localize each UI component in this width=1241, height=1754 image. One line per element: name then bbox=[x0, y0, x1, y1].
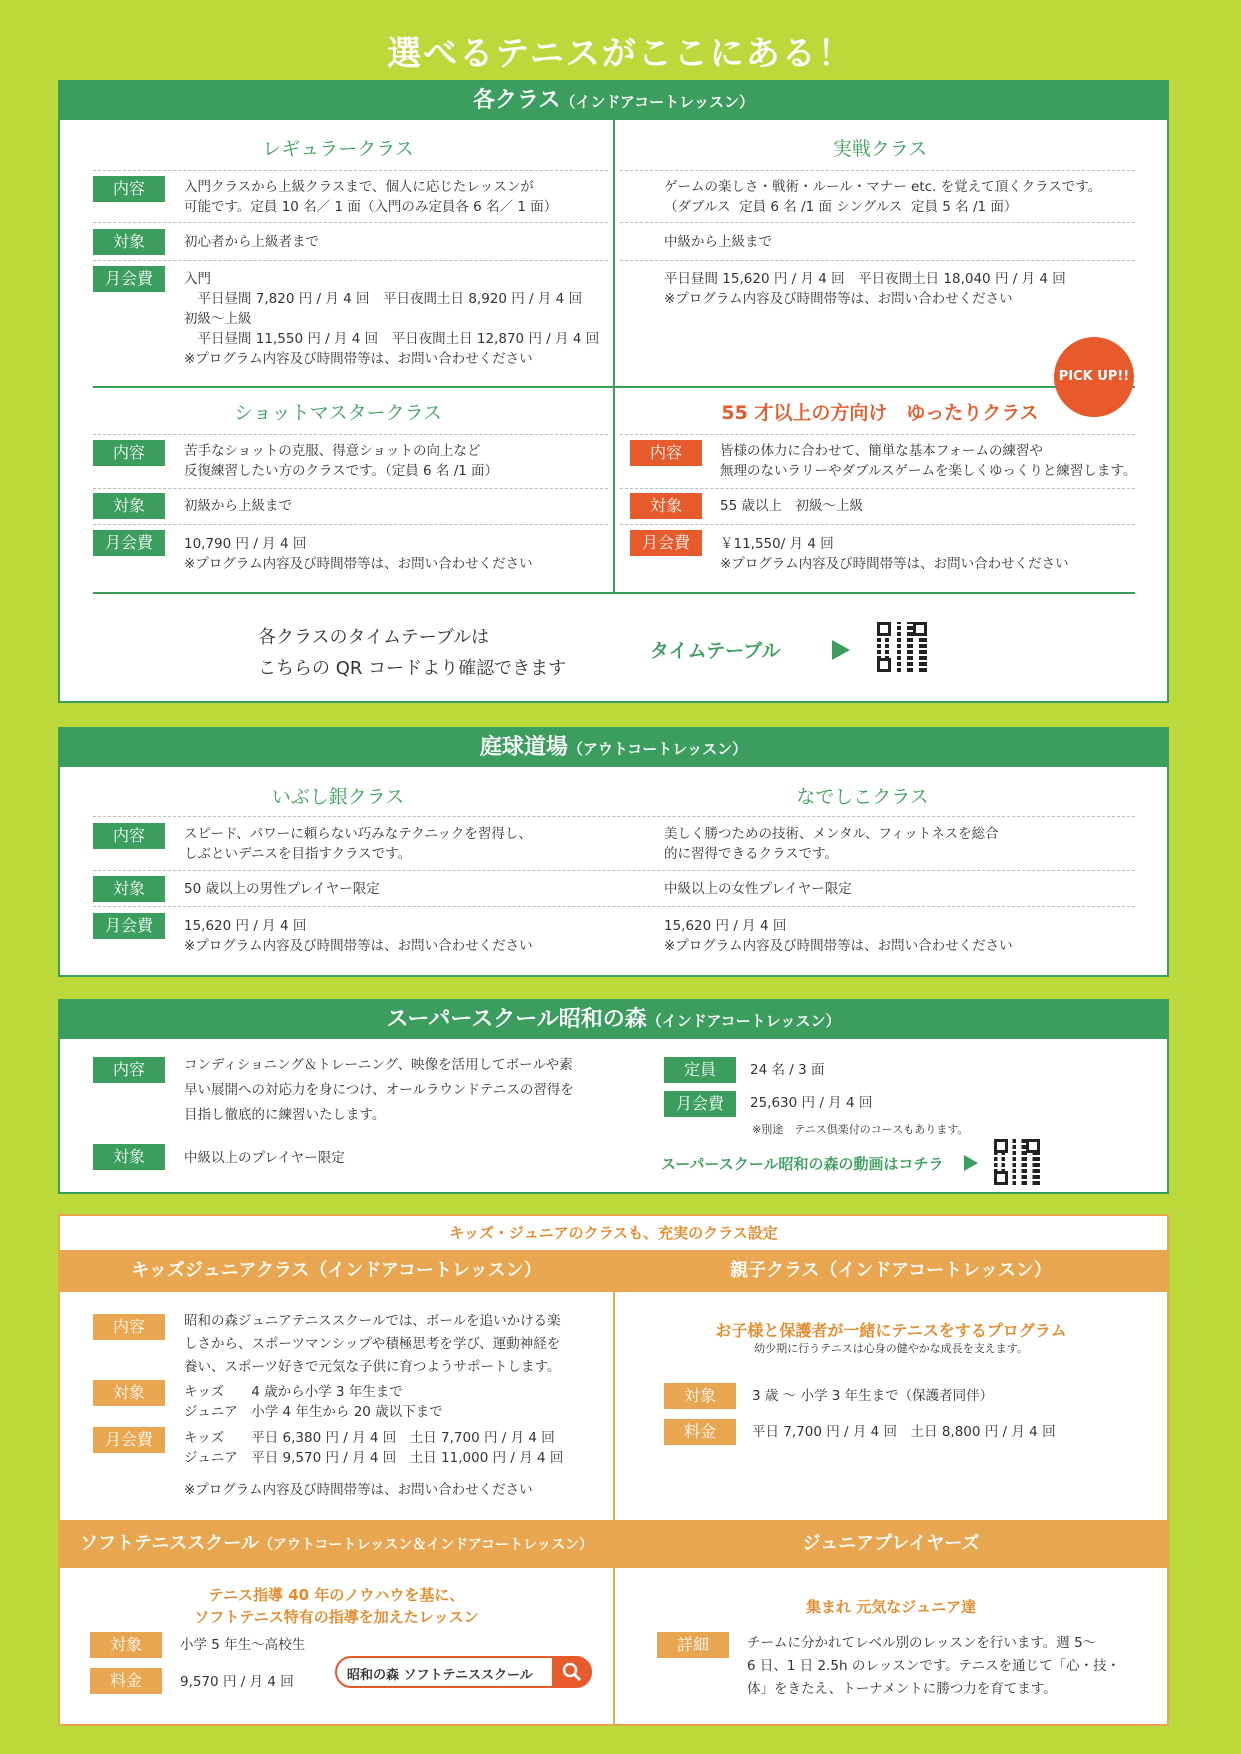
search-button[interactable] bbox=[552, 1656, 592, 1688]
target-tag: 対象 bbox=[93, 876, 165, 902]
regular-fee: 入門 平日昼間 7,820 円 / 月 4 回 平日夜間土日 8,920 円 / 月 4 回 初級～上級 平日昼間 11,550 円 / 月 4 回 平日夜間土日 12,870 円 / 月 4 回 ※プログラム内容及び時間帯等は、お問い合わせください bbox=[184, 271, 600, 367]
content-tag: 内容 bbox=[93, 823, 165, 849]
content-tag: 内容 bbox=[93, 1314, 165, 1340]
jissen-class-title: 実戦クラス bbox=[832, 138, 928, 160]
dash-line bbox=[620, 434, 1135, 435]
oyako-fee: 平日 7,700 円 / 月 4 回 土日 8,800 円 / 月 4 回 bbox=[752, 1424, 1056, 1440]
dash-line bbox=[93, 488, 608, 489]
super-video-link[interactable]: スーパースクール昭和の森の動画はコチラ bbox=[661, 1155, 944, 1173]
jissen-content: ゲームの楽しさ・戦術・ルール・マナー etc. を覚えて頂くクラスです。 （ダブルス 定員 6 名 /1 面 シングルス 定員 5 名 /1 面） bbox=[664, 179, 1102, 215]
junior-players-detail: チームに分かれてレベル別のレッスンを行います。週 5～ 6 日、1 日 2.5h のレッスンです。テニスを通じて「心・技・ 体」をきたえ、トーナメントに勝つ力を育てます。 bbox=[747, 1635, 1121, 1697]
search-text: 昭和の森 ソフトテニススクール bbox=[347, 1668, 533, 1683]
timetable-link[interactable]: タイムテーブル bbox=[650, 640, 781, 662]
shot-class-title: ショットマスタークラス bbox=[233, 402, 443, 424]
ibushi-target: 50 歳以上の男性プレイヤー限定 bbox=[184, 881, 380, 897]
soft-tennis-header: ソフトテニススクール（アウトコートレッスン＆インドアコートレッスン） bbox=[60, 1520, 613, 1568]
play-arrow-icon[interactable] bbox=[962, 1153, 980, 1173]
kids-class-header: キッズジュニアクラス（インドアコートレッスン） bbox=[60, 1250, 613, 1292]
ibushi-fee: 15,620 円 / 月 4 回 ※プログラム内容及び時間帯等は、お問い合わせください bbox=[184, 918, 533, 954]
capacity-tag: 定員 bbox=[664, 1057, 736, 1083]
target-tag: 対象 bbox=[93, 229, 165, 255]
super-note: ※別途 テニス倶楽付のコースもあります。 bbox=[752, 1123, 969, 1136]
nadeshiko-content: 美しく勝つための技術、メンタル、フィットネスを総合 的に習得できるクラスです。 bbox=[664, 826, 999, 862]
oyako-class-header: 親子クラス（インドアコートレッスン） bbox=[615, 1250, 1167, 1292]
dash-line bbox=[93, 524, 608, 525]
target-tag: 対象 bbox=[93, 1144, 165, 1170]
oyako-subtitle2: 幼少期に行うテニスは心身の健やかな成長を支えます。 bbox=[754, 1342, 1028, 1355]
regular-target: 初心者から上級者まで bbox=[184, 234, 319, 250]
content-tag: 内容 bbox=[93, 176, 165, 202]
senior-target: 55 歳以上 初級～上級 bbox=[720, 498, 863, 514]
dash-line bbox=[620, 524, 1135, 525]
kids-target: キッズ 4 歳から小学 3 年生まで ジュニア 小学 4 年生から 20 歳以下まで bbox=[184, 1384, 443, 1420]
senior-fee: ￥11,550/ 月 4 回 ※プログラム内容及び時間帯等は、お問い合わせください bbox=[720, 536, 1069, 572]
regular-content: 入門クラスから上級クラスまで、個人に応じたレッスンが 可能です。定員 10 名／ 1 面（入門のみ定員各 6 名／ 1 面） bbox=[184, 179, 558, 215]
dash-line bbox=[93, 434, 608, 435]
soft-fee: 9,570 円 / 月 4 回 bbox=[180, 1674, 294, 1690]
divider bbox=[613, 120, 615, 592]
super-fee: 25,630 円 / 月 4 回 bbox=[750, 1095, 873, 1111]
regular-class-title: レギュラークラス bbox=[262, 138, 414, 160]
divider bbox=[93, 386, 1135, 388]
jissen-fee: 平日昼間 15,620 円 / 月 4 回 平日夜間土日 18,040 円 / 月 4 回 ※プログラム内容及び時間帯等は、お問い合わせください bbox=[664, 271, 1066, 307]
oyako-subtitle: お子様と保護者が一緒にテニスをするプログラム bbox=[715, 1321, 1067, 1340]
shot-target: 初級から上級まで bbox=[184, 498, 292, 514]
dash-line bbox=[620, 488, 1135, 489]
senior-class-title: 55 才以上の方向け ゆったりクラス bbox=[721, 402, 1039, 424]
fee-tag: 月会費 bbox=[93, 530, 165, 556]
fee-tag: 月会費 bbox=[93, 266, 165, 292]
video-qr-icon[interactable] bbox=[994, 1139, 1040, 1185]
dash-line bbox=[93, 906, 1135, 907]
dash-line bbox=[93, 870, 1135, 871]
dash-line bbox=[93, 222, 608, 223]
target-tag: 対象 bbox=[90, 1632, 162, 1658]
page-title: 選べるテニスがここにある！ bbox=[387, 34, 854, 74]
soft-subtitle: テニス指導 40 年のノウハウを基に、 ソフトテニス特有の指導を加えたレッスン bbox=[194, 1586, 479, 1626]
ibushi-class-title: いぶし銀クラス bbox=[271, 786, 405, 808]
play-arrow-icon[interactable] bbox=[830, 638, 852, 662]
dash-line bbox=[93, 170, 608, 171]
jissen-target: 中級から上級まで bbox=[664, 234, 772, 250]
timetable-qr-icon[interactable] bbox=[877, 622, 927, 672]
target-tag: 対象 bbox=[93, 493, 165, 519]
dash-line bbox=[620, 170, 1135, 171]
soft-target: 小学 5 年生～高校生 bbox=[180, 1637, 306, 1653]
nadeshiko-target: 中級以上の女性プレイヤー限定 bbox=[664, 881, 852, 897]
dash-line bbox=[93, 816, 1135, 817]
kids-banner: キッズ・ジュニアのクラスも、充実のクラス設定 bbox=[449, 1224, 778, 1242]
dash-line bbox=[620, 260, 1135, 261]
super-capacity: 24 名 / 3 面 bbox=[750, 1062, 825, 1078]
junior-players-subtitle: 集まれ 元気なジュニア達 bbox=[806, 1598, 976, 1616]
content-tag: 内容 bbox=[93, 1057, 165, 1083]
detail-tag: 詳細 bbox=[657, 1632, 729, 1658]
kids-content: 昭和の森ジュニアテニススクールでは、ボールを追いかける楽 しさから、スポーツマンシップや積極思考を学び、運動神経を 養い、スポーツ好きで元気な子供に育つようサポートします。 bbox=[184, 1313, 561, 1375]
fee-tag: 月会費 bbox=[664, 1091, 736, 1117]
kids-fee: キッズ 平日 6,380 円 / 月 4 回 土日 7,700 円 / 月 4 回 ジュニア 平日 9,570 円 / 月 4 回 土日 11,000 円 / 月 4 回 bbox=[184, 1430, 564, 1466]
nadeshiko-class-title: なでしこクラス bbox=[796, 786, 929, 808]
dash-line bbox=[93, 260, 608, 261]
fee-tag: 月会費 bbox=[93, 1427, 165, 1453]
divider bbox=[93, 592, 1135, 594]
fee-tag: 料金 bbox=[90, 1668, 162, 1694]
super-target: 中級以上のプレイヤー限定 bbox=[184, 1150, 345, 1166]
kids-note: ※プログラム内容及び時間帯等は、お問い合わせください bbox=[184, 1482, 533, 1498]
pickup-badge: PICK UP!! bbox=[1054, 337, 1134, 417]
timetable-text: 各クラスのタイムテーブルは こちらの QR コードより確認できます bbox=[258, 627, 567, 679]
content-tag: 内容 bbox=[630, 440, 702, 466]
ibushi-content: スピード、パワーに頼らない巧みなテクニックを習得し、 しぶといデニスを目指すクラスです。 bbox=[184, 826, 532, 862]
target-tag: 対象 bbox=[93, 1380, 165, 1406]
soft-search-box[interactable] bbox=[335, 1656, 592, 1688]
senior-content: 皆様の体力に合わせて、簡単な基本フォームの練習や 無理のないラリーやダブルスゲームを楽しくゆっくりと練習します。 bbox=[720, 443, 1137, 479]
shot-content: 苦手なショットの克服、得意ショットの向上など 反復練習したい方のクラスです。（定員 6 名 /1 面） bbox=[184, 443, 499, 479]
nadeshiko-fee: 15,620 円 / 月 4 回 ※プログラム内容及び時間帯等は、お問い合わせください bbox=[664, 918, 1013, 954]
content-tag: 内容 bbox=[93, 440, 165, 466]
fee-tag: 料金 bbox=[664, 1419, 736, 1445]
shot-fee: 10,790 円 / 月 4 回 ※プログラム内容及び時間帯等は、お問い合わせください bbox=[184, 536, 533, 572]
super-header: スーパースクール昭和の森（インドアコートレッスン） bbox=[60, 1001, 1167, 1039]
dash-line bbox=[620, 222, 1135, 223]
oyako-target: 3 歳 ～ 小学 3 年生まで（保護者同伴） bbox=[752, 1388, 994, 1404]
target-tag: 対象 bbox=[664, 1383, 736, 1409]
target-tag: 対象 bbox=[630, 493, 702, 519]
fee-tag: 月会費 bbox=[630, 530, 702, 556]
junior-players-header: ジュニアプレイヤーズ bbox=[615, 1520, 1167, 1568]
outdoor-header: 庭球道場（アウトコートレッスン） bbox=[60, 729, 1167, 767]
fee-tag: 月会費 bbox=[93, 913, 165, 939]
search-icon bbox=[552, 1656, 592, 1688]
super-content: コンディショニング＆トレーニング、映像を活用してボールや素 早い展開への対応力を身につけ、オールラウンドテニスの習得を 目指し徹底的に練習いたします。 bbox=[184, 1057, 574, 1123]
indoor-header: 各クラス（インドアコートレッスン） bbox=[60, 82, 1167, 120]
